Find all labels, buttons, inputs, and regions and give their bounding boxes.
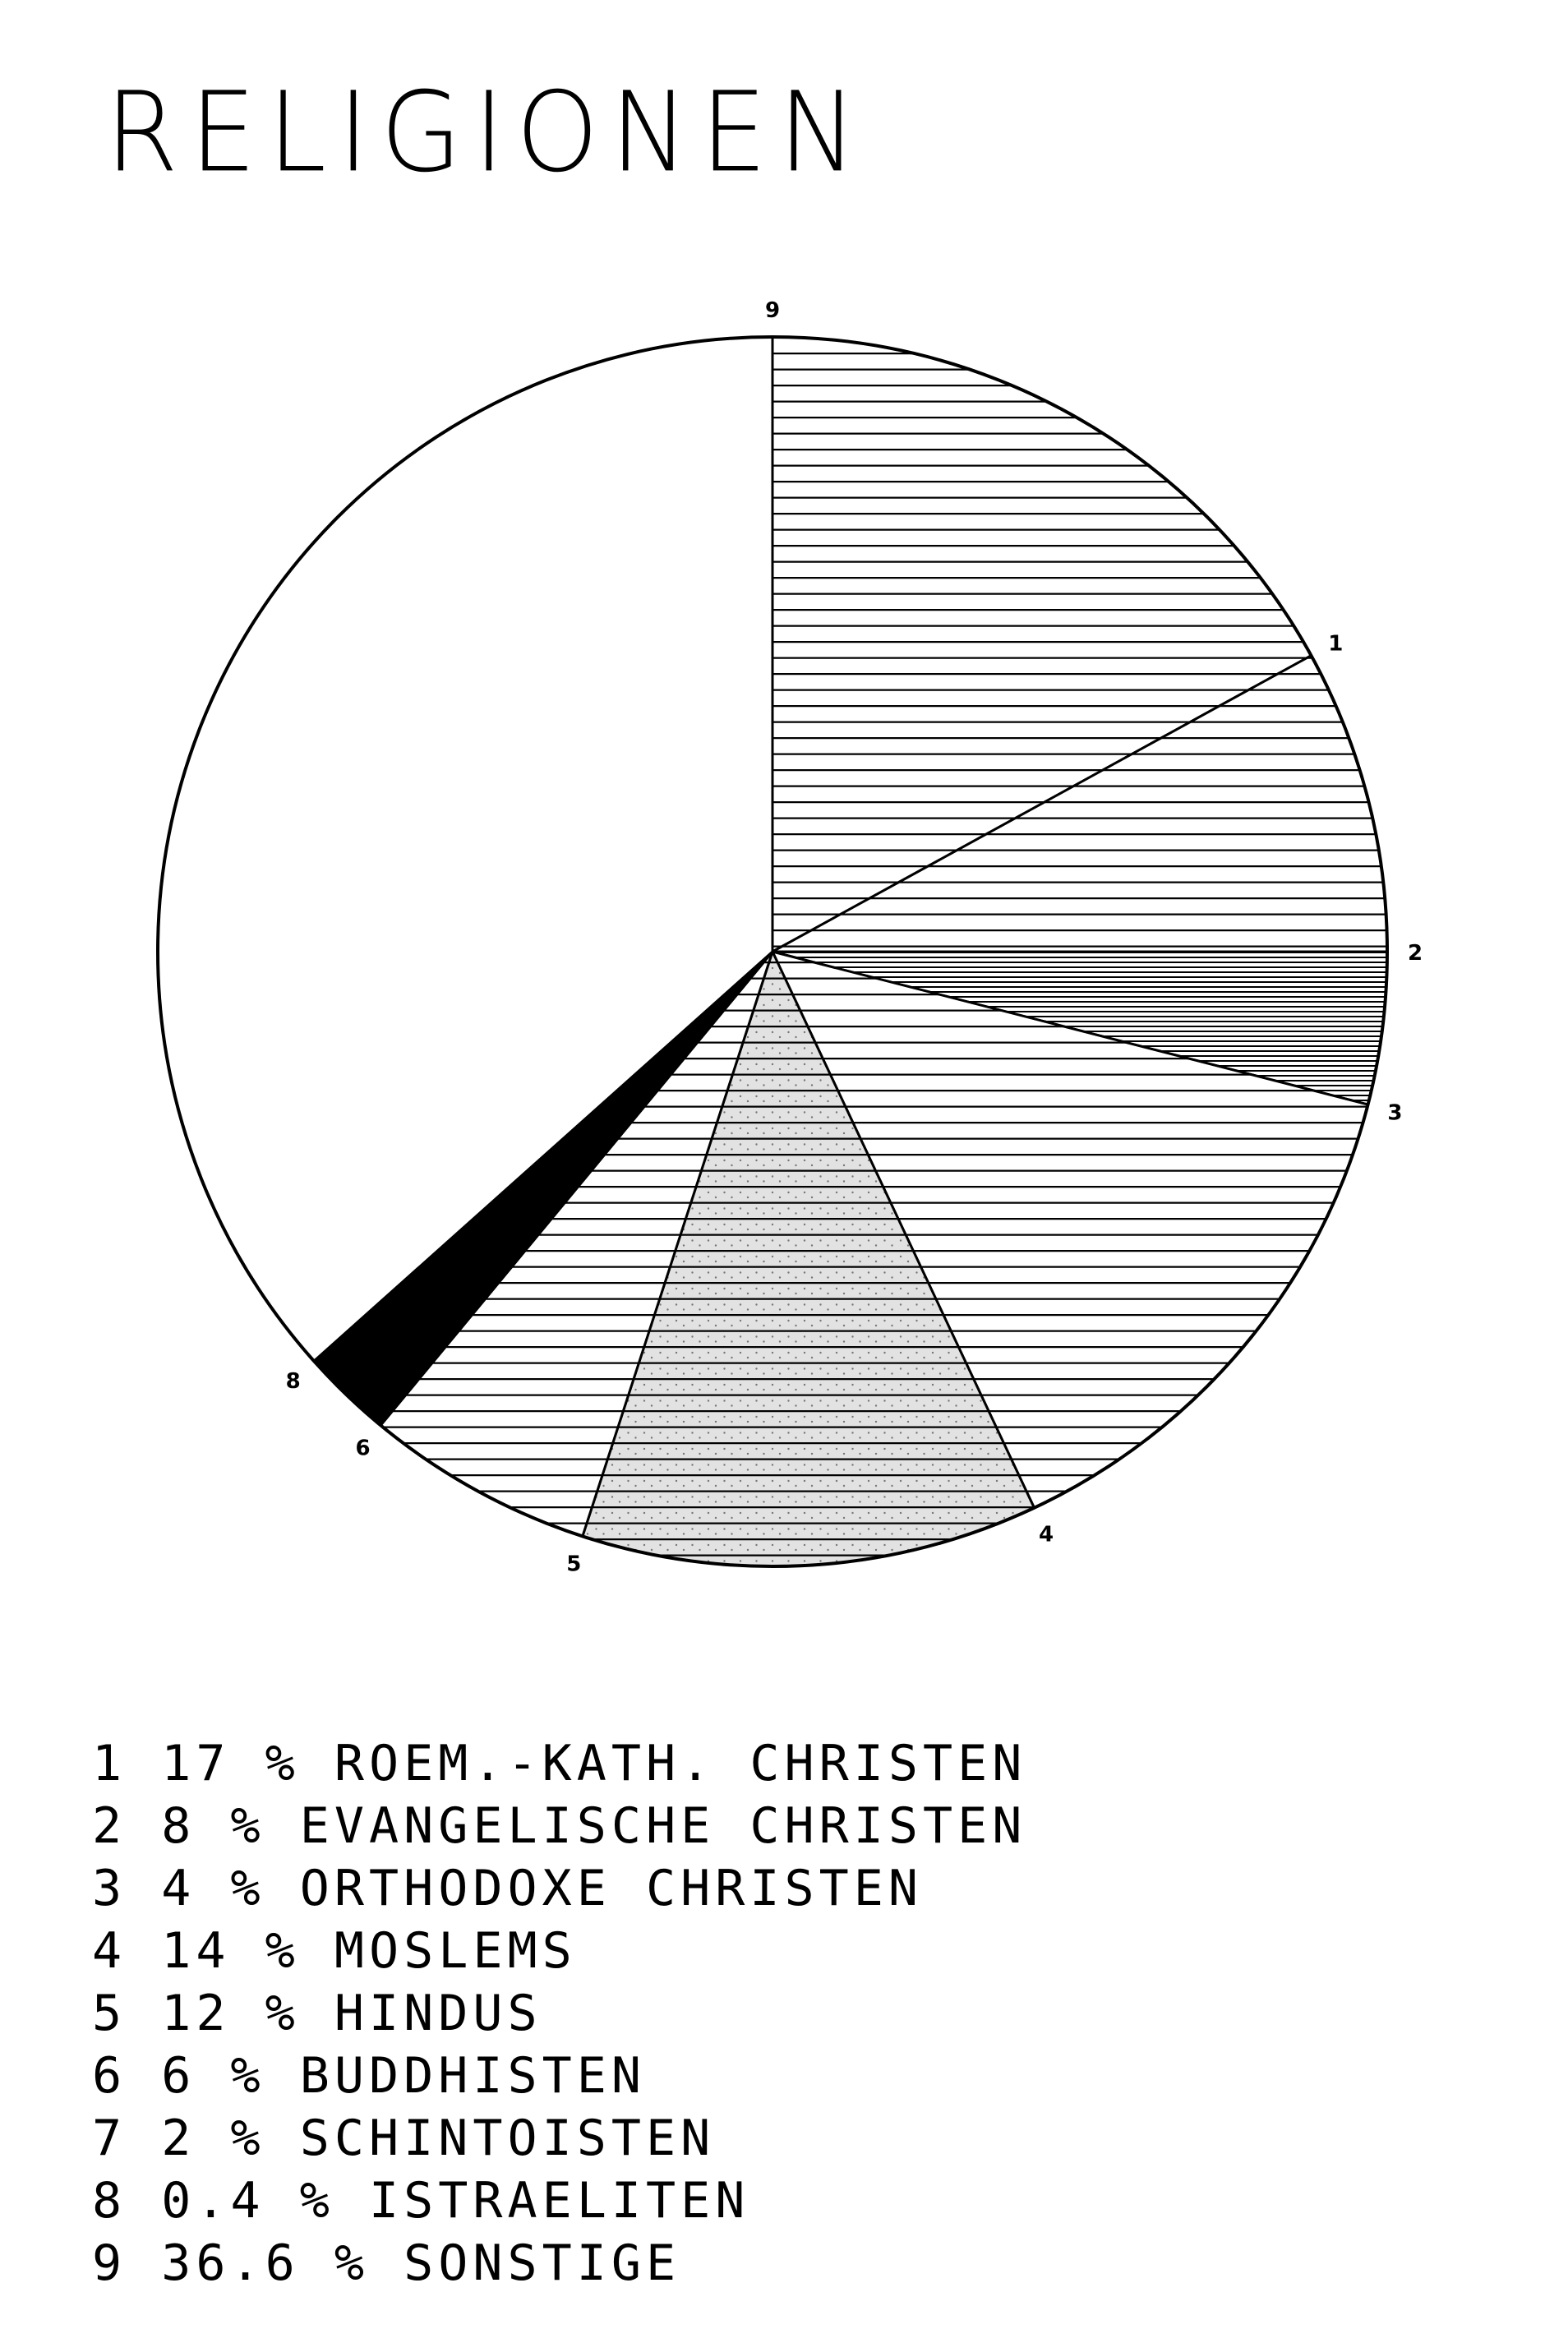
- pie-slices: [158, 337, 1387, 1566]
- pie-slice-label-8: 8: [285, 1368, 301, 1394]
- legend-item: 6 6 % BUDDHISTEN: [92, 2047, 646, 2105]
- pie-slice-label-2: 2: [1407, 941, 1423, 966]
- legend-item: 2 8 % EVANGELISCHE CHRISTEN: [92, 1797, 1027, 1855]
- legend-item: 3 4 % ORTHODOXE CHRISTEN: [92, 1860, 923, 1917]
- pie-slice-label-4: 4: [1038, 1522, 1054, 1547]
- legend-item: 8 0.4 % ISTRAELITEN: [92, 2172, 750, 2230]
- pie-slice-label-6: 6: [355, 1436, 371, 1461]
- legend-item: 5 12 % HINDUS: [92, 1985, 542, 2042]
- legend-item: 4 14 % MOSLEMS: [92, 1922, 577, 1980]
- legend-item: 1 17 % ROEM.-KATH. CHRISTEN: [92, 1735, 1027, 1792]
- pie-slice-label-9: 9: [764, 298, 781, 323]
- chart-title: RELIGIONEN: [105, 68, 869, 197]
- pie-slice-label-5: 5: [566, 1552, 582, 1577]
- pie-slice-label-3: 3: [1387, 1100, 1403, 1126]
- legend: [92, 1732, 1026, 2294]
- pie-slice-label-1: 1: [1328, 631, 1344, 657]
- legend-item: 7 2 % SCHINTOISTEN: [92, 2110, 716, 2167]
- legend-item: 9 36.6 % SONSTIGE: [92, 2234, 681, 2292]
